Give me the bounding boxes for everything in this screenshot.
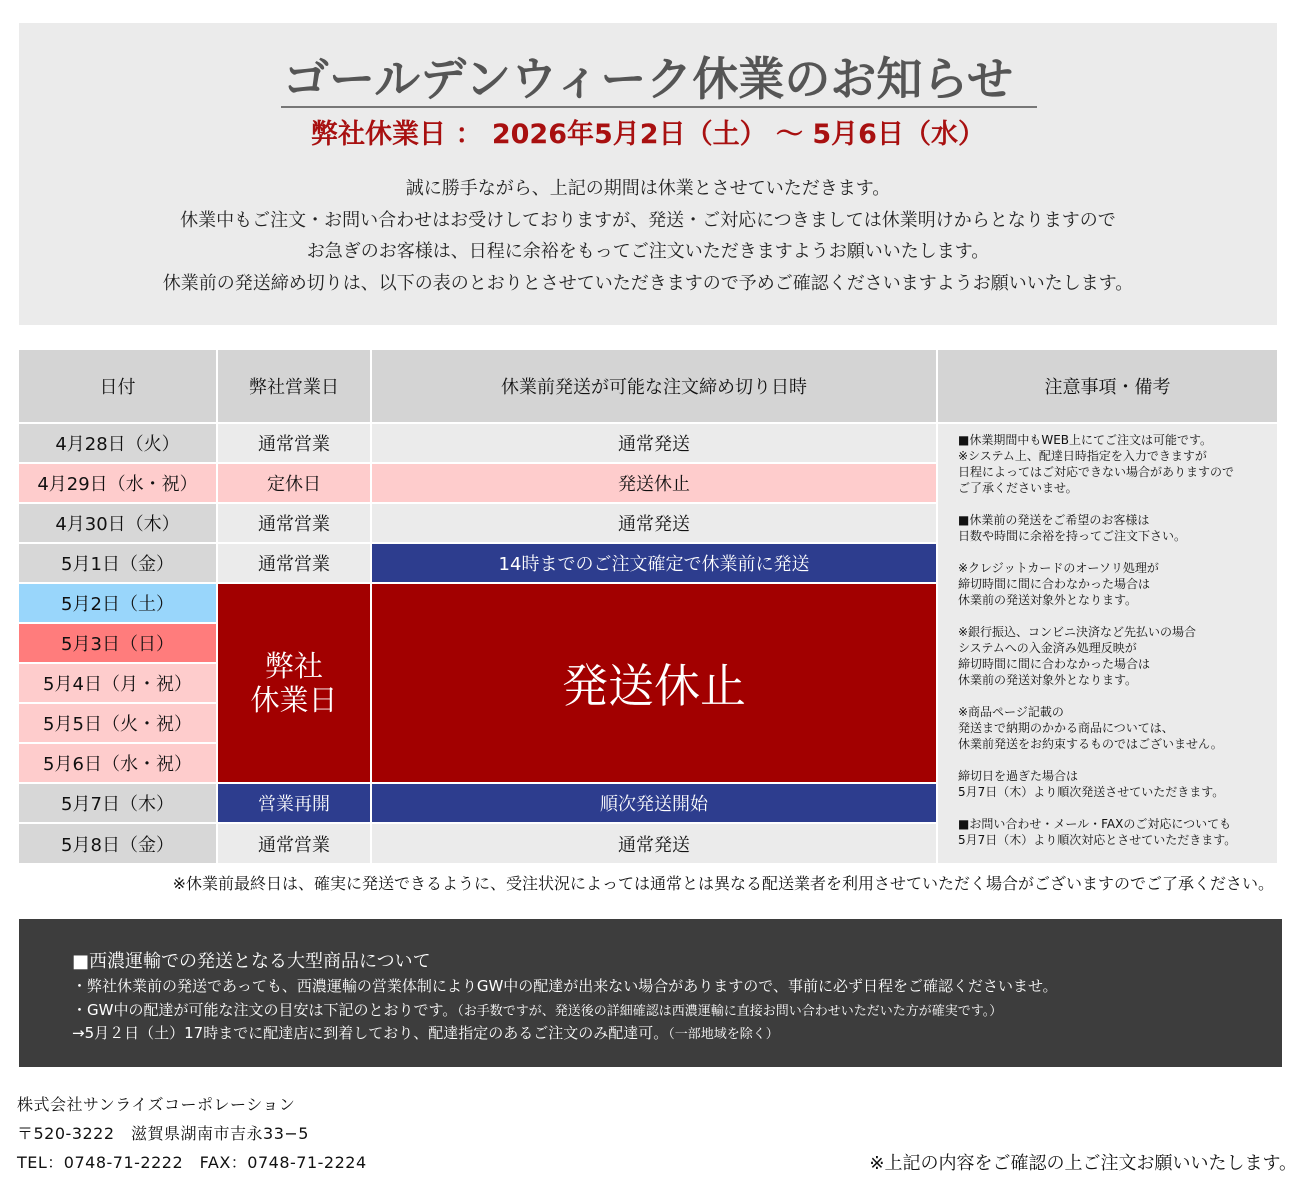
business-cell: 通常営業 bbox=[218, 824, 370, 863]
note-line: システムへの入金済み処理反映が bbox=[958, 641, 1137, 655]
note-block bbox=[958, 432, 1273, 496]
note-line: 5月7日（木）より順次対応とさせていただきます。 bbox=[958, 833, 1237, 847]
date-cell: 4月28日（火） bbox=[19, 424, 216, 462]
business-cell: 定休日 bbox=[218, 464, 370, 502]
seino-notice bbox=[19, 919, 1282, 1067]
shipping-suspended-cell: 発送休止 bbox=[372, 584, 936, 782]
seino-line-note: （一部地域を除く） bbox=[668, 1027, 779, 1042]
seino-line-main: ・GW中の配達が可能な注文の目安は下記のとおりです。 bbox=[72, 1001, 458, 1019]
note-line: 日数や時間に余裕を持ってご注文下さい。 bbox=[958, 529, 1187, 543]
date-cell: 4月29日（水・祝） bbox=[19, 464, 216, 502]
note-block bbox=[958, 512, 1273, 544]
intro-line: お急ぎのお客様は、日程に余裕をもってご注文いただきますようお願いいたします。 bbox=[306, 241, 990, 262]
shipping-cell: 通常発送 bbox=[372, 424, 936, 462]
notes-column bbox=[938, 424, 1277, 863]
note-line: ご了承くださいませ。 bbox=[958, 481, 1078, 495]
note-block bbox=[958, 768, 1273, 800]
notes-text bbox=[958, 432, 1273, 864]
intro-line: 誠に勝手ながら、上記の期間は休業とさせていただきます。 bbox=[405, 178, 891, 199]
business-cell: 通常営業 bbox=[218, 544, 370, 582]
date-cell: 4月30日（木） bbox=[19, 504, 216, 542]
note-line: ■お問い合わせ・メール・FAXのご対応についても bbox=[958, 817, 1232, 831]
shipping-cell: 発送休止 bbox=[372, 464, 936, 502]
seino-line-main: →5月２日（土）17時までに配達店に到着しており、配達指定のあるご注文のみ配達可。 bbox=[72, 1024, 669, 1042]
company-name: 株式会社サンライズコーポレーション bbox=[17, 1095, 296, 1114]
schedule-table bbox=[19, 350, 1277, 863]
business-cell: 通常営業 bbox=[218, 504, 370, 542]
date-cell: 5月8日（金） bbox=[19, 824, 216, 863]
date-cell-sunday: 5月3日（日） bbox=[19, 624, 216, 662]
intro-line: 休業前の発送締め切りは、以下の表のとおりとさせていただきますので予めご確認くださいますようお願いいたします。 bbox=[162, 272, 1134, 294]
business-cell: 通常営業 bbox=[218, 424, 370, 462]
company-address: 〒520-3222 滋賀県湖南市吉永33−5 bbox=[17, 1124, 309, 1143]
note-line: ■休業期間中もWEB上にてご注文は可能です。 bbox=[958, 433, 1213, 447]
seino-line: ・弊社休業前の発送であっても、西濃運輸の営業体制によりGW中の配達が出来ない場合がありますので、事前に必ず日程をご確認くださいませ。 bbox=[72, 977, 1058, 995]
note-line: 休業前の発送対象外となります。 bbox=[958, 673, 1138, 687]
closing-note: ※上記の内容をご確認の上ご注文お願いいたします。 bbox=[869, 1153, 1297, 1174]
date-cell: 5月7日（木） bbox=[19, 784, 216, 822]
business-resume-cell: 営業再開 bbox=[218, 784, 370, 822]
seino-line bbox=[72, 1022, 779, 1043]
date-cell-holiday: 5月4日（月・祝） bbox=[19, 664, 216, 702]
note-line: ■休業前の発送をご希望のお客様は bbox=[958, 513, 1150, 527]
note-line: 休業前発送をお約束するものではございません。 bbox=[958, 737, 1223, 751]
seino-line-note: （お手数ですが、発送後の詳細確認は西濃運輸に直接お問い合わせいただいた方が確実です。） bbox=[457, 1004, 1003, 1019]
note-block bbox=[958, 560, 1273, 608]
seino-line bbox=[72, 999, 1002, 1020]
note-line: ※銀行振込、コンビニ決済など先払いの場合 bbox=[958, 625, 1197, 639]
shipping-cell: 通常発送 bbox=[372, 824, 936, 863]
intro-line: 休業中もご注文・お問い合わせはお受けしておりますが、発送・ご対応につきましては休業明けからとなりますので bbox=[180, 209, 1116, 231]
note-line: 休業前の発送対象外となります。 bbox=[958, 593, 1138, 607]
page-title: ゴールデンウィーク休業のお知らせ bbox=[282, 52, 1014, 106]
note-line: 締切時間に間に合わなかった場合は bbox=[958, 577, 1151, 591]
note-line: 締切日を過ぎた場合は bbox=[958, 769, 1079, 783]
header-notes: 注意事項・備考 bbox=[938, 350, 1277, 422]
note-block bbox=[958, 816, 1273, 848]
holiday-period: 弊社休業日 ： 2026年5月2日（土） ～ 5月6日（水） bbox=[311, 119, 985, 150]
note-block bbox=[958, 624, 1273, 688]
seino-title: ■西濃運輸での発送となる大型商品について bbox=[72, 951, 431, 972]
note-line: 締切時間に間に合わなかった場合は bbox=[958, 657, 1151, 671]
note-line: 日程によってはご対応できない場合がありますので bbox=[958, 465, 1235, 479]
date-cell-saturday: 5月2日（土） bbox=[19, 584, 216, 622]
intro-text bbox=[19, 173, 1277, 299]
company-holiday-cell: 弊社 休業日 bbox=[218, 584, 370, 782]
note-line: 発送まで納期のかかる商品については、 bbox=[958, 721, 1174, 735]
company-contact: TEL：0748-71-2222 FAX：0748-71-2224 bbox=[17, 1153, 367, 1172]
shipping-resume-cell: 順次発送開始 bbox=[372, 784, 936, 822]
date-cell-holiday: 5月6日（水・祝） bbox=[19, 744, 216, 782]
note-line: 5月7日（木）より順次発送させていただきます。 bbox=[958, 785, 1225, 799]
header-business-day: 弊社営業日 bbox=[218, 350, 370, 422]
shipping-deadline-cell: 14時までのご注文確定で休業前に発送 bbox=[372, 544, 936, 582]
title-underline bbox=[281, 106, 1037, 108]
header-deadline: 休業前発送が可能な注文締め切り日時 bbox=[372, 350, 936, 422]
table-footnote: ※休業前最終日は、確実に発送できるように、受注状況によっては通常とは異なる配送業者を利用させていただく場合がございますのでご了承ください。 bbox=[172, 874, 1274, 893]
date-cell-holiday: 5月5日（火・祝） bbox=[19, 704, 216, 742]
note-block bbox=[958, 704, 1273, 752]
notice-header bbox=[19, 23, 1277, 325]
note-line: ※システム上、配達日時指定を入力できますが bbox=[958, 449, 1207, 463]
header-date: 日付 bbox=[19, 350, 216, 422]
note-line: ※クレジットカードのオーソリ処理が bbox=[958, 561, 1159, 575]
note-line: ※商品ページ記載の bbox=[958, 705, 1064, 719]
date-cell: 5月1日（金） bbox=[19, 544, 216, 582]
shipping-cell: 通常発送 bbox=[372, 504, 936, 542]
